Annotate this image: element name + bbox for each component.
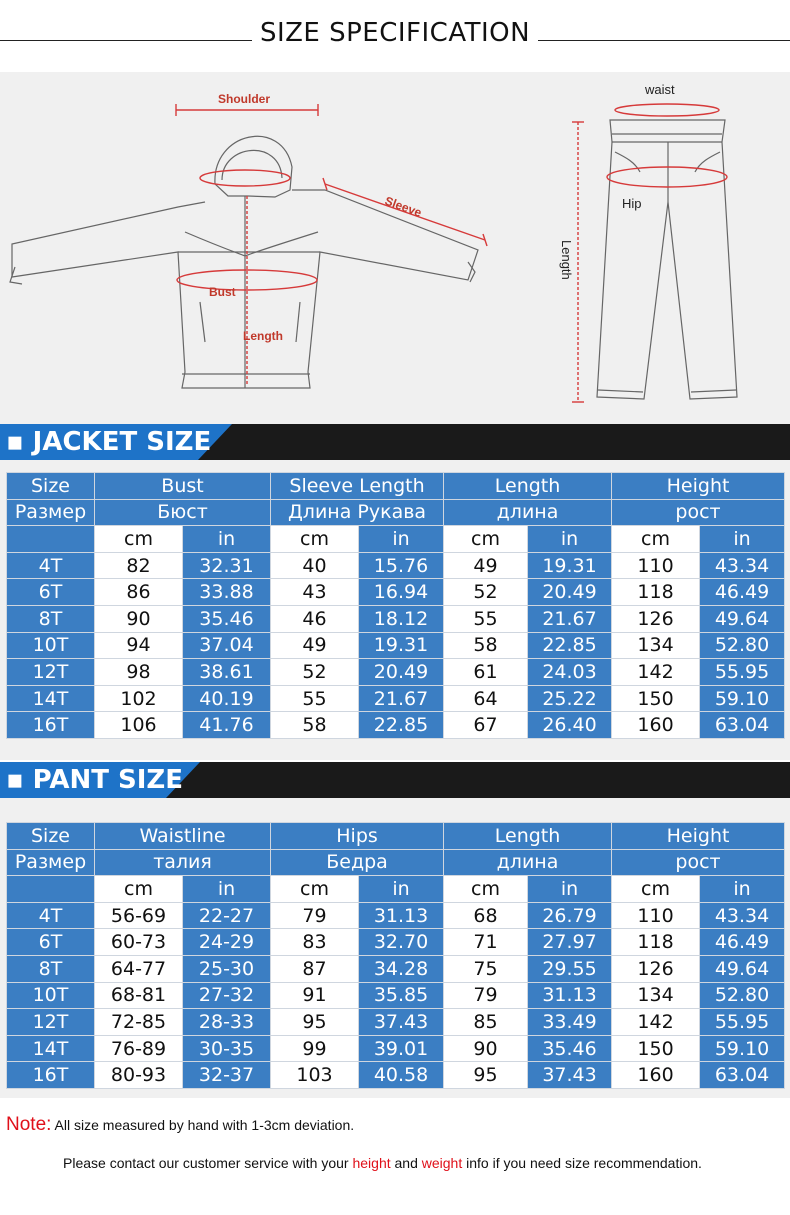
title-bar: [0, 0, 790, 72]
unit-cell: in: [528, 876, 612, 903]
pant-size-heading: [0, 762, 790, 798]
value-cell: 134: [612, 982, 700, 1009]
garment-illustration: [0, 72, 790, 424]
value-cell: 21.67: [528, 605, 612, 632]
value-cell: 15.76: [359, 552, 444, 579]
unit-cell: in: [700, 526, 785, 553]
value-cell: 55: [444, 605, 528, 632]
value-cell: 55.95: [700, 1009, 785, 1036]
value-cell: 40: [271, 552, 359, 579]
pant-header-en-row: [7, 823, 785, 850]
value-cell: 25-30: [183, 955, 271, 982]
value-cell: 59.10: [700, 685, 785, 712]
unit-cell: in: [359, 526, 444, 553]
value-cell: 37.43: [528, 1062, 612, 1089]
table-row: [7, 902, 785, 929]
jacket-heading-text: ▪ JACKET SIZE: [6, 427, 212, 457]
value-cell: 22.85: [359, 712, 444, 739]
value-cell: 160: [612, 1062, 700, 1089]
value-cell: 34.28: [359, 955, 444, 982]
label-hip: Hip: [622, 196, 642, 211]
value-cell: 134: [612, 632, 700, 659]
unit-cell: cm: [612, 876, 700, 903]
value-cell: 67: [444, 712, 528, 739]
value-cell: 126: [612, 605, 700, 632]
value-cell: 49: [444, 552, 528, 579]
value-cell: 49.64: [700, 955, 785, 982]
value-cell: 58: [444, 632, 528, 659]
value-cell: 68-81: [95, 982, 183, 1009]
unit-cell: cm: [444, 876, 528, 903]
units-blank: [7, 876, 95, 903]
value-cell: 60-73: [95, 929, 183, 956]
value-cell: 46.49: [700, 929, 785, 956]
value-cell: 38.61: [183, 659, 271, 686]
value-cell: 64-77: [95, 955, 183, 982]
header-length-ru: длина: [444, 499, 612, 526]
value-cell: 22-27: [183, 902, 271, 929]
note-height-word: height: [352, 1155, 391, 1171]
value-cell: 43.34: [700, 902, 785, 929]
note-text-2b: info if you need size recommendation.: [466, 1155, 702, 1171]
value-cell: 27.97: [528, 929, 612, 956]
size-cell: 14T: [7, 1035, 95, 1062]
value-cell: 150: [612, 685, 700, 712]
header-hips: Hips: [271, 823, 444, 850]
value-cell: 49.64: [700, 605, 785, 632]
size-cell: 10T: [7, 632, 95, 659]
value-cell: 33.88: [183, 579, 271, 606]
table-row: [7, 929, 785, 956]
unit-cell: cm: [95, 526, 183, 553]
unit-cell: cm: [271, 876, 359, 903]
value-cell: 43.34: [700, 552, 785, 579]
value-cell: 61: [444, 659, 528, 686]
header-length-ru: длина: [444, 849, 612, 876]
value-cell: 110: [612, 552, 700, 579]
table-row: [7, 982, 785, 1009]
value-cell: 76-89: [95, 1035, 183, 1062]
value-cell: 32.31: [183, 552, 271, 579]
value-cell: 26.40: [528, 712, 612, 739]
value-cell: 95: [271, 1009, 359, 1036]
value-cell: 37.04: [183, 632, 271, 659]
size-cell: 4T: [7, 552, 95, 579]
unit-cell: in: [183, 876, 271, 903]
header-waistline-ru: талия: [95, 849, 271, 876]
pant-header-ru-row: [7, 849, 785, 876]
value-cell: 49: [271, 632, 359, 659]
measurement-diagram: [0, 72, 790, 424]
value-cell: 43: [271, 579, 359, 606]
value-cell: 71: [444, 929, 528, 956]
value-cell: 19.31: [528, 552, 612, 579]
value-cell: 35.46: [528, 1035, 612, 1062]
note-text-1: All size measured by hand with 1-3cm deviation.: [54, 1117, 355, 1133]
value-cell: 52: [271, 659, 359, 686]
value-cell: 150: [612, 1035, 700, 1062]
header-height-ru: рост: [612, 849, 785, 876]
value-cell: 35.46: [183, 605, 271, 632]
size-cell: 12T: [7, 659, 95, 686]
table-row: [7, 1035, 785, 1062]
page-title: SIZE SPECIFICATION: [0, 18, 790, 48]
value-cell: 52.80: [700, 982, 785, 1009]
value-cell: 90: [95, 605, 183, 632]
table-row: [7, 552, 785, 579]
value-cell: 31.13: [528, 982, 612, 1009]
value-cell: 52: [444, 579, 528, 606]
value-cell: 26.79: [528, 902, 612, 929]
note-line-2: [63, 1155, 702, 1171]
value-cell: 30-35: [183, 1035, 271, 1062]
jacket-outline: [10, 136, 478, 388]
value-cell: 85: [444, 1009, 528, 1036]
jacket-measure-lines: [176, 104, 487, 386]
note-label: Note:: [6, 1114, 52, 1135]
unit-cell: in: [700, 876, 785, 903]
value-cell: 142: [612, 659, 700, 686]
value-cell: 28-33: [183, 1009, 271, 1036]
value-cell: 126: [612, 955, 700, 982]
value-cell: 82: [95, 552, 183, 579]
unit-cell: cm: [612, 526, 700, 553]
note-text-2a: Please contact our customer service with your: [63, 1155, 349, 1171]
size-cell: 14T: [7, 685, 95, 712]
value-cell: 32.70: [359, 929, 444, 956]
value-cell: 102: [95, 685, 183, 712]
label-waist: waist: [645, 82, 675, 97]
pant-size-table: [6, 822, 785, 1089]
value-cell: 20.49: [359, 659, 444, 686]
header-height: Height: [612, 823, 785, 850]
size-cell: 16T: [7, 712, 95, 739]
value-cell: 95: [444, 1062, 528, 1089]
value-cell: 55: [271, 685, 359, 712]
pant-units-row: [7, 876, 785, 903]
size-cell: 8T: [7, 605, 95, 632]
label-length-pant: Length: [559, 240, 574, 280]
jacket-size-table: [6, 472, 785, 739]
table-row: [7, 579, 785, 606]
note-weight-word: weight: [421, 1155, 463, 1171]
value-cell: 86: [95, 579, 183, 606]
value-cell: 18.12: [359, 605, 444, 632]
unit-cell: in: [359, 876, 444, 903]
label-sleeve: Sleeve: [382, 193, 424, 220]
value-cell: 72-85: [95, 1009, 183, 1036]
value-cell: 37.43: [359, 1009, 444, 1036]
unit-cell: in: [183, 526, 271, 553]
header-waistline: Waistline: [95, 823, 271, 850]
value-cell: 29.55: [528, 955, 612, 982]
value-cell: 58: [271, 712, 359, 739]
table-row: [7, 712, 785, 739]
jacket-header-ru-row: [7, 499, 785, 526]
value-cell: 98: [95, 659, 183, 686]
pant-rows: [7, 902, 785, 1088]
value-cell: 24.03: [528, 659, 612, 686]
value-cell: 63.04: [700, 1062, 785, 1089]
size-cell: 10T: [7, 982, 95, 1009]
value-cell: 19.31: [359, 632, 444, 659]
note-line-1: [6, 1114, 354, 1136]
value-cell: 110: [612, 902, 700, 929]
value-cell: 91: [271, 982, 359, 1009]
unit-cell: cm: [444, 526, 528, 553]
header-bust: Bust: [95, 473, 271, 500]
value-cell: 79: [444, 982, 528, 1009]
header-size: Size: [7, 823, 95, 850]
value-cell: 35.85: [359, 982, 444, 1009]
value-cell: 90: [444, 1035, 528, 1062]
value-cell: 106: [95, 712, 183, 739]
header-length: Length: [444, 823, 612, 850]
size-cell: 6T: [7, 929, 95, 956]
table-row: [7, 659, 785, 686]
value-cell: 25.22: [528, 685, 612, 712]
value-cell: 24-29: [183, 929, 271, 956]
size-cell: 6T: [7, 579, 95, 606]
header-sleeve-length: Sleeve Length: [271, 473, 444, 500]
unit-cell: in: [528, 526, 612, 553]
value-cell: 16.94: [359, 579, 444, 606]
value-cell: 22.85: [528, 632, 612, 659]
value-cell: 46: [271, 605, 359, 632]
size-cell: 8T: [7, 955, 95, 982]
header-height-ru: рост: [612, 499, 785, 526]
value-cell: 32-37: [183, 1062, 271, 1089]
label-bust: Bust: [209, 285, 236, 299]
value-cell: 87: [271, 955, 359, 982]
table-row: [7, 1009, 785, 1036]
header-height: Height: [612, 473, 785, 500]
value-cell: 41.76: [183, 712, 271, 739]
unit-cell: cm: [271, 526, 359, 553]
size-cell: 4T: [7, 902, 95, 929]
value-cell: 160: [612, 712, 700, 739]
jacket-rows: [7, 552, 785, 738]
value-cell: 64: [444, 685, 528, 712]
header-hips-ru: Бедра: [271, 849, 444, 876]
header-sleeve-ru: Длина Рукава: [271, 499, 444, 526]
value-cell: 118: [612, 579, 700, 606]
jacket-header-en-row: [7, 473, 785, 500]
size-cell: 16T: [7, 1062, 95, 1089]
value-cell: 118: [612, 929, 700, 956]
value-cell: 27-32: [183, 982, 271, 1009]
table-row: [7, 1062, 785, 1089]
value-cell: 20.49: [528, 579, 612, 606]
value-cell: 63.04: [700, 712, 785, 739]
value-cell: 31.13: [359, 902, 444, 929]
value-cell: 55.95: [700, 659, 785, 686]
value-cell: 75: [444, 955, 528, 982]
value-cell: 52.80: [700, 632, 785, 659]
label-length-jacket: Length: [243, 329, 283, 343]
value-cell: 79: [271, 902, 359, 929]
value-cell: 21.67: [359, 685, 444, 712]
jacket-size-heading: [0, 424, 790, 460]
value-cell: 46.49: [700, 579, 785, 606]
value-cell: 40.19: [183, 685, 271, 712]
value-cell: 99: [271, 1035, 359, 1062]
header-size-ru: Размер: [7, 499, 95, 526]
table-row: [7, 605, 785, 632]
header-size: Size: [7, 473, 95, 500]
value-cell: 68: [444, 902, 528, 929]
value-cell: 40.58: [359, 1062, 444, 1089]
value-cell: 59.10: [700, 1035, 785, 1062]
table-row: [7, 632, 785, 659]
table-row: [7, 685, 785, 712]
unit-cell: cm: [95, 876, 183, 903]
pant-heading-text: ▪ PANT SIZE: [6, 765, 184, 795]
jacket-units-row: [7, 526, 785, 553]
value-cell: 33.49: [528, 1009, 612, 1036]
units-blank: [7, 526, 95, 553]
value-cell: 39.01: [359, 1035, 444, 1062]
label-shoulder: Shoulder: [218, 92, 271, 106]
table-row: [7, 955, 785, 982]
value-cell: 56-69: [95, 902, 183, 929]
value-cell: 94: [95, 632, 183, 659]
header-bust-ru: Бюст: [95, 499, 271, 526]
value-cell: 83: [271, 929, 359, 956]
value-cell: 80-93: [95, 1062, 183, 1089]
pant-outline: [597, 120, 737, 399]
header-size-ru: Размер: [7, 849, 95, 876]
header-length: Length: [444, 473, 612, 500]
size-cell: 12T: [7, 1009, 95, 1036]
value-cell: 103: [271, 1062, 359, 1089]
value-cell: 142: [612, 1009, 700, 1036]
note-and-word: and: [394, 1155, 418, 1171]
